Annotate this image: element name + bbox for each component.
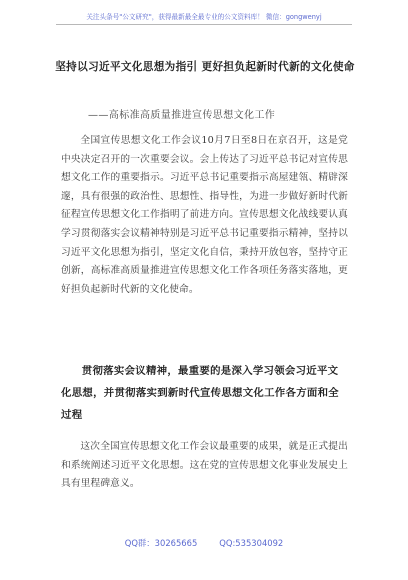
footer-qq-number: QQ:535304092 (219, 538, 284, 548)
header-banner: 关注头条号"公文研究"，获得最新最全最专业的公文资料库！ 微信：gongwenyj (56, 11, 352, 25)
footer-qq-group: QQ群：30265665 (124, 538, 198, 548)
footer-contact (0, 537, 408, 549)
document-title: 坚持以习近平文化思想为指引 更好担负起新时代新的文化使命 (55, 61, 355, 73)
document-subtitle: ——高标准高质量推进宣传思想文化工作 (88, 110, 276, 121)
section-heading: 贯彻落实会议精神，最重要的是深入学习领会习近平文化思想，并贯彻落实到新时代宣传思想文化工作各方面和全过程 (61, 365, 339, 421)
body-paragraph: 全国宣传思想文化工作会议10月7日至8日在京召开，这是党中央决定召开的一次重要会议。会上传达了习近平总书记对宣传思想文化工作的重要指示。习近平总书记重要指示高屋建瓴、精辟深邃，具有很强的政治性、思想性、指导性，为进一步做好新时代新征程宣传思想文化工作指明了前进方向。宣传思想文化战线要认真学习贯彻落实会议精神特别是习近平总书记重要指示精神，坚持以习近平文化思想为指引，坚定文化自信，秉持开放包容，坚持守正创新，高标准高质量推进宣传思想文化工作各项任务落实落地，更好担负起新时代新的文化使命。 (61, 135, 348, 295)
body-paragraph-2: 这次全国宣传思想文化工作会议最重要的成果，就是正式提出和系统阐述习近平文化思想。这在党的宣传思想文化事业发展史上具有里程碑意义。 (61, 441, 348, 490)
